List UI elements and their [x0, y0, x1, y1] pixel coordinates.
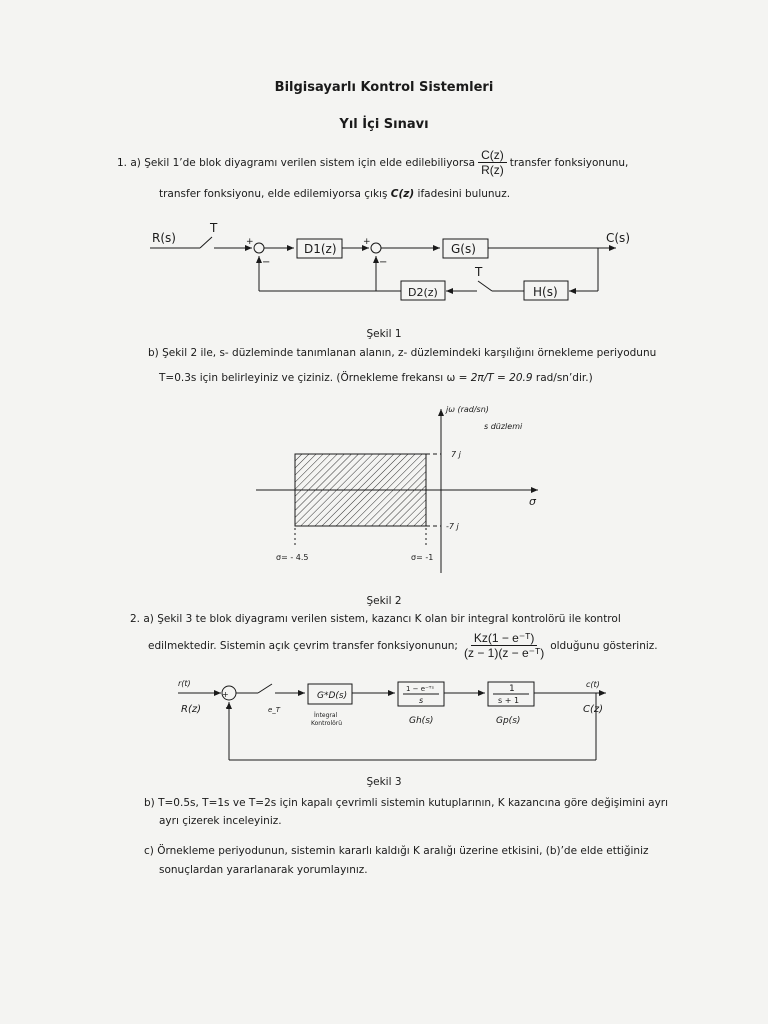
- fig3-controller-caption-2: Kontrolörü: [311, 720, 343, 727]
- fig1-feedback-sampler-switch: [478, 281, 492, 291]
- q2a-frac-den: (z − 1)(z − e⁻ᵀ): [463, 646, 545, 660]
- fig1-feedback-sampler-label: T: [475, 265, 483, 279]
- fig1-block-g-label: G(s): [451, 242, 476, 256]
- q1a-frac-den: R(z): [481, 163, 504, 177]
- fig2-upper-tick-label: 7 j: [451, 450, 461, 459]
- fig3-controller-caption-1: İntegral: [314, 712, 338, 719]
- fig1-sum-junction-2: [371, 243, 381, 253]
- fig2-right-bound-label: σ= -1: [411, 553, 434, 562]
- fig3-output-bottom-label: C(z): [583, 704, 604, 715]
- fig1-input-label: R(s): [152, 231, 176, 245]
- course-title: Bilgisayarlı Kontrol Sistemleri: [274, 80, 494, 95]
- q1a-line1: [117, 148, 628, 177]
- figure-3-block-diagram: [0, 672, 768, 772]
- fig1-minus-1: −: [262, 257, 271, 268]
- figure-1-block-diagram: [0, 215, 768, 315]
- q1b-line1: b) Şekil 2 ile, s- düzleminde tanımlanan alanın, z- düzlemindeki karşılığını örnekleme periyodunu: [148, 347, 657, 359]
- q2b-line2: ayrı çizerek inceleyiniz.: [159, 815, 282, 827]
- q2c-line1: c) Örnekleme periyodunun, sistemin kararlı kaldığı K aralığı üzerine etkisini, (b)’de elde ettiğiniz: [144, 845, 649, 857]
- fig2-lower-tick-label: -7 j: [446, 522, 459, 531]
- q1a-line1-pre: 1. a) Şekil 1’de blok diyagramı verilen sistem için elde edilebiliyorsa: [117, 156, 476, 169]
- q1a-line1-post: transfer fonksiyonunu,: [509, 156, 629, 169]
- fig3-plant-label: Gp(s): [496, 716, 521, 726]
- fig2-plane-label: s düzlemi: [484, 422, 523, 431]
- fig1-output-label: C(s): [606, 231, 630, 245]
- fig1-block-d1-label: D1(z): [304, 242, 337, 256]
- q2a-line2: [148, 631, 658, 660]
- q1b-line2: [159, 372, 593, 384]
- q1b-line2-mid: = 2π/T = 20.9: [455, 372, 533, 384]
- fig3-minus: −: [225, 703, 232, 712]
- fig1-block-h-label: H(s): [533, 285, 558, 299]
- fig1-minus-2: −: [379, 257, 388, 268]
- fig3-plant-num: 1: [509, 684, 515, 694]
- fig3-hold-num: 1 − e⁻ᵀˢ: [406, 685, 435, 693]
- q2c-line2: sonuçlardan yararlanarak yorumlayınız.: [159, 864, 368, 876]
- fig1-block-d2-label: D2(z): [408, 286, 438, 299]
- q2b-line1: b) T=0.5s, T=1s ve T=2s için kapalı çevrimli sistemin kutuplarının, K kazancına göre değişimini ayrı: [144, 797, 669, 809]
- fig1-sampler-label: T: [210, 221, 218, 235]
- fig3-input-top-label: r(t): [178, 679, 191, 688]
- fig3-output-top-label: c(t): [586, 680, 600, 689]
- q1a-line2-bold: C(z): [390, 188, 415, 200]
- q2a-fraction: [461, 631, 547, 660]
- fig3-controller-label: G*D(s): [317, 691, 348, 701]
- fig2-y-axis-label: jω (rad/sn): [446, 405, 489, 414]
- q1b-line2-pre: T=0.3s için belirleyiniz ve çiziniz. (Örnekleme frekansı ω: [159, 372, 456, 384]
- q2a-line2-post: olduğunu gösteriniz.: [550, 639, 658, 652]
- figure-2-s-plane: [0, 395, 768, 580]
- fig3-hold-den: s: [419, 696, 424, 705]
- figure-1-caption: Şekil 1: [366, 328, 402, 340]
- q2a-line1: 2. a) Şekil 3 te blok diyagramı verilen sistem, kazancı K olan bir integral kontrolörü ile kontrol: [130, 613, 621, 625]
- fig3-input-bottom-label: R(z): [181, 704, 201, 715]
- fig1-plus-2: +: [363, 237, 371, 247]
- fig3-sampler-switch: [258, 684, 272, 693]
- fig2-x-axis-label: σ: [529, 495, 536, 508]
- q1a-fraction: [478, 148, 507, 177]
- q2a-line2-pre: edilmektedir. Sistemin açık çevrim transfer fonksiyonunun;: [148, 639, 458, 652]
- fig1-sampler-switch: [200, 237, 212, 248]
- q1a-line2-pre: transfer fonksiyonu, elde edilemiyorsa çıkış: [159, 188, 391, 200]
- q1a-frac-num: C(z): [478, 148, 507, 163]
- q1a-line2: [159, 188, 510, 200]
- figure-2-caption: Şekil 2: [366, 595, 402, 607]
- fig2-left-bound-label: σ= - 4.5: [276, 553, 309, 562]
- exam-title: Yıl İçi Sınavı: [339, 117, 429, 132]
- fig3-error-label: e_T: [268, 706, 281, 714]
- fig3-plant-den: s + 1: [498, 696, 520, 705]
- figure-3-caption: Şekil 3: [366, 776, 402, 788]
- q2a-frac-num: Kz(1 − e⁻ᵀ): [471, 631, 538, 646]
- q1b-line2-post: rad/sn’dir.): [532, 372, 593, 384]
- q1a-line2-post: ifadesini bulunuz.: [414, 188, 511, 200]
- fig3-plus: +: [222, 690, 229, 699]
- fig1-plus-1: +: [246, 237, 254, 247]
- fig1-sum-junction-1: [254, 243, 264, 253]
- fig3-hold-label: Gh(s): [409, 716, 434, 726]
